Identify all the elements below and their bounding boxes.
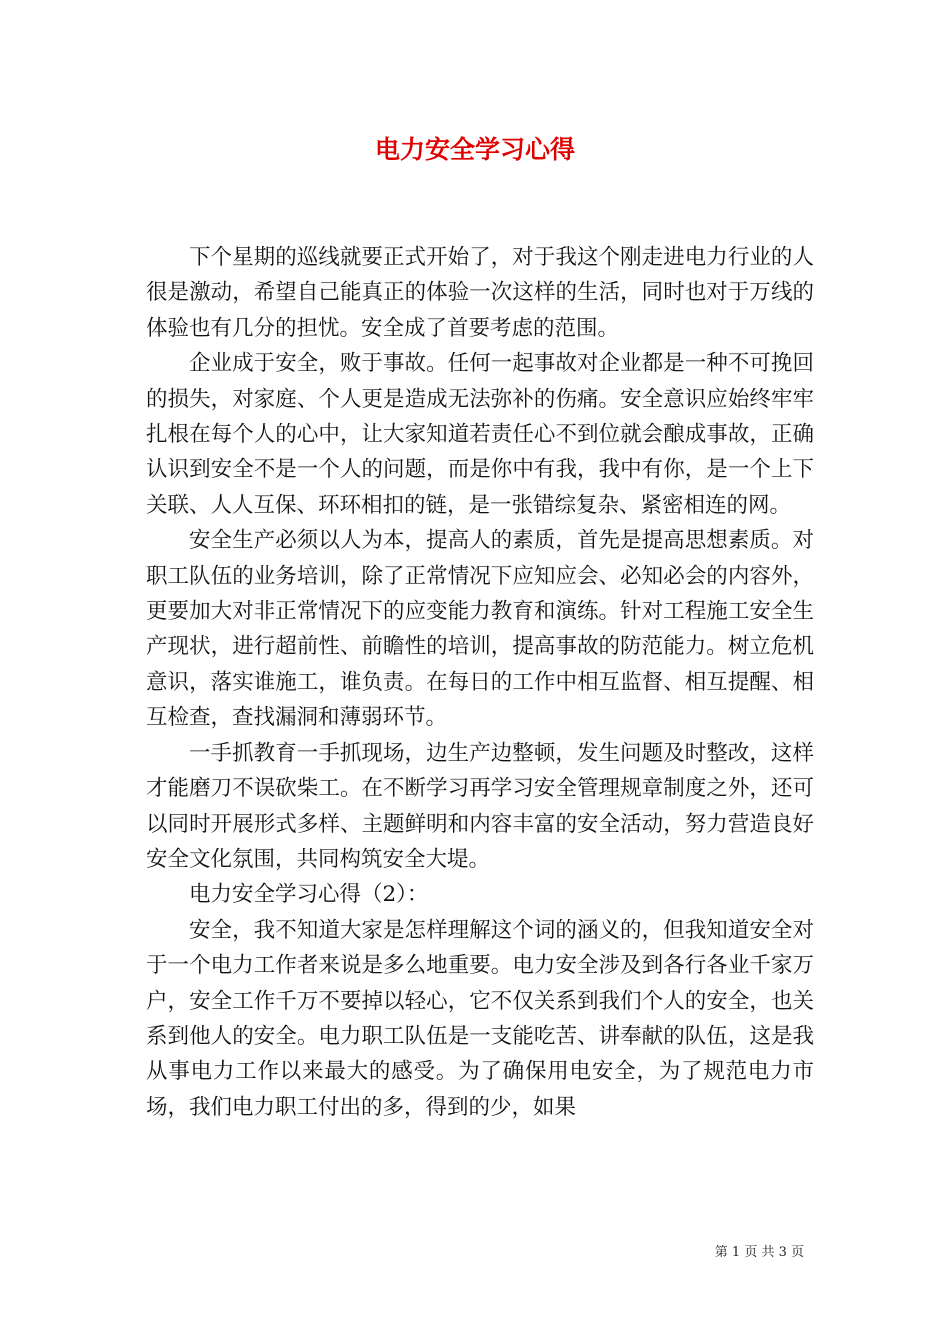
paragraph-2: 企业成于安全，败于事故。任何一起事故对企业都是一种不可挽回的损失，对家庭、个人更是造成无法弥补的伤痛。安全意识应始终牢牢扎根在每个人的心中，让大家知道若责任心不到位就会酿成事故，正确认识到安全不是一个人的问题，而是你中有我，我中有你，是一个上下关联、人人互保、环环相扣的链，是一张错综复杂、紧密相连的网。 xyxy=(146,351,814,518)
section-heading-2: 电力安全学习心得（2）： xyxy=(189,882,429,908)
paragraph-5: 安全，我不知道大家是怎样理解这个词的涵义的，但我知道安全对于一个电力工作者来说是多么地重要。电力安全涉及到各行各业千家万户，安全工作千万不要掉以轻心，它不仅关系到我们个人的安全，也关系到他人的安全。电力职工队伍是一支能吃苦、讲奉献的队伍，这是我从事电力工作以来最大的感受。为了确保用电安全，为了规范电力市场，我们电力职工付出的多，得到的少，如果 xyxy=(146,917,814,1120)
paragraph-3: 安全生产必须以人为本，提高人的素质，首先是提高思想素质。对职工队伍的业务培训，除了正常情况下应知应会、必知必会的内容外，更要加大对非正常情况下的应变能力教育和演练。针对工程施工安全生产现状，进行超前性、前瞻性的培训，提高事故的防范能力。树立危机意识，落实谁施工，谁负责。在每日的工作中相互监督、相互提醒、相互检查，查找漏洞和薄弱环节。 xyxy=(146,528,814,731)
paragraph-4: 一手抓教育一手抓现场，边生产边整顿，发生问题及时整改，这样才能磨刀不误砍柴工。在不断学习再学习安全管理规章制度之外，还可以同时开展形式多样、主题鲜明和内容丰富的安全活动，努力营造良好安全文化氛围，共同构筑安全大堤。 xyxy=(146,740,814,872)
page-indicator: 第 1 页 共 3 页 xyxy=(714,1245,804,1260)
paragraph-1: 下个星期的巡线就要正式开始了，对于我这个刚走进电力行业的人很是激动，希望自己能真正的体验一次这样的生活，同时也对于万线的体验也有几分的担忧。安全成了首要考虑的范围。 xyxy=(146,245,814,341)
document-body xyxy=(146,240,814,1125)
document-title: 电力安全学习心得 xyxy=(374,135,575,164)
